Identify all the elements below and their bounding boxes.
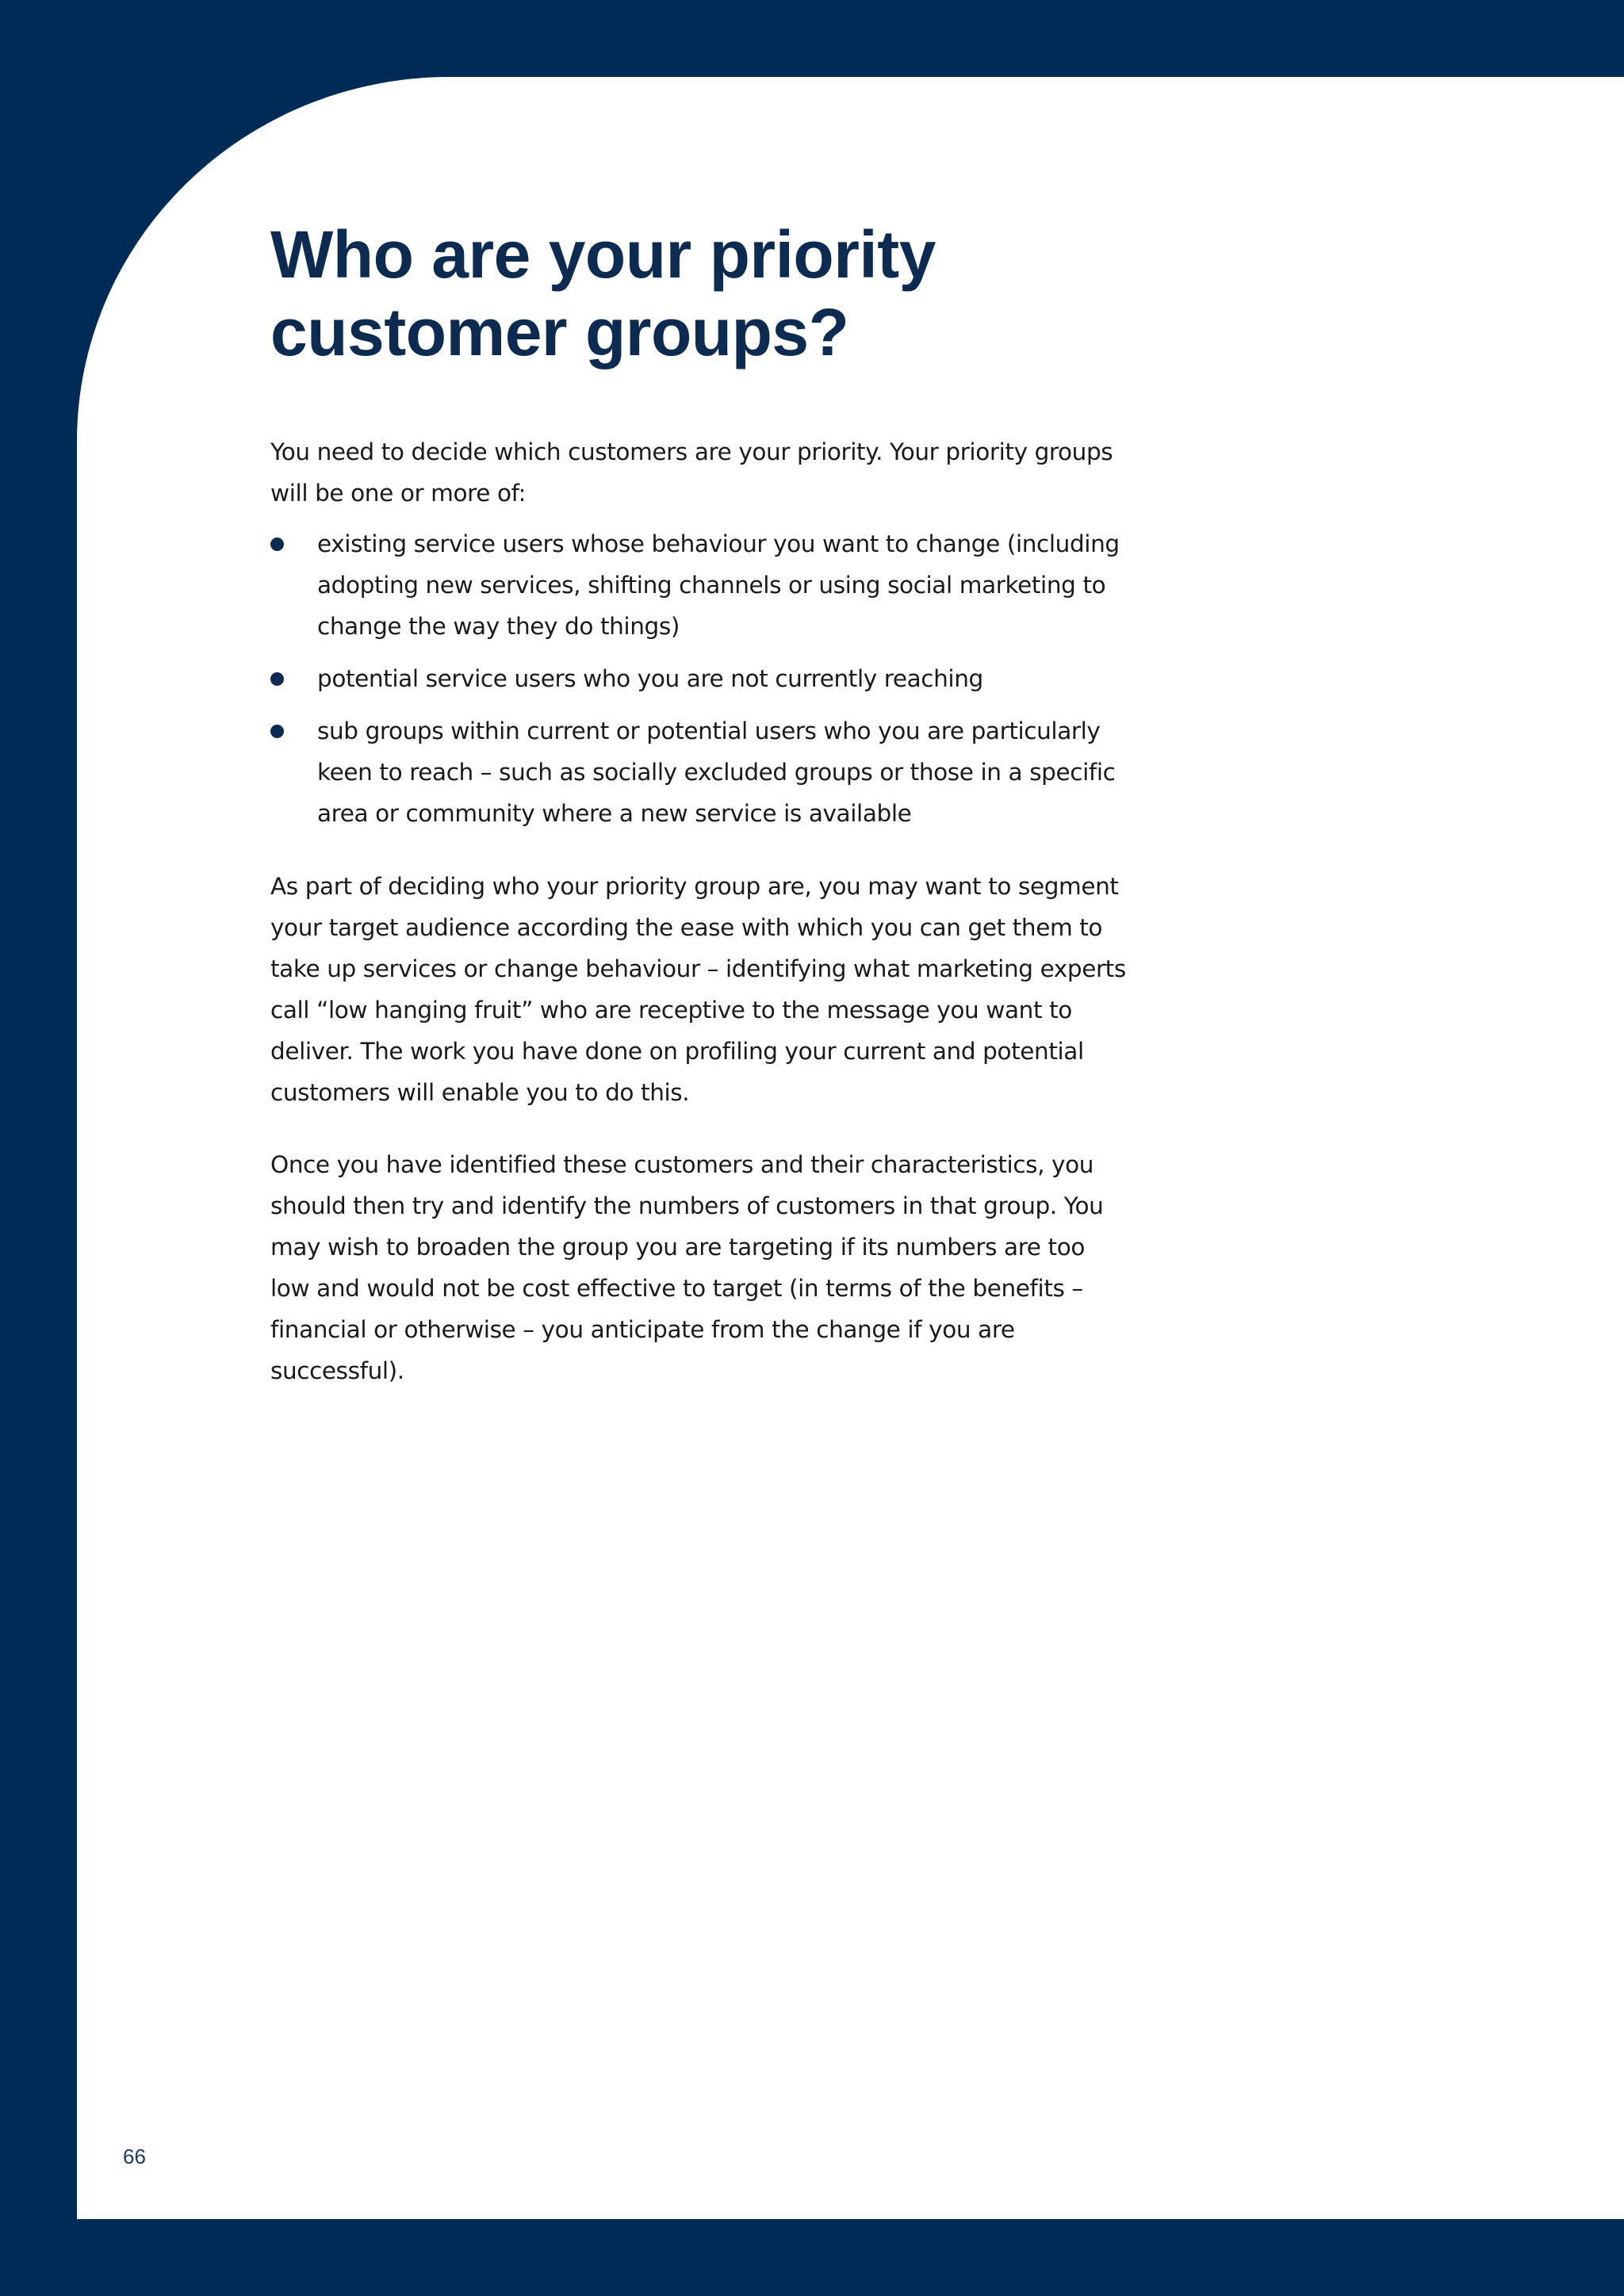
intro-paragraph: You need to decide which customers are your priority. Your priority groups will be one or more of:	[270, 438, 1113, 507]
priority-groups-list	[270, 523, 1127, 845]
bullet-icon	[270, 672, 284, 686]
list-item-text: sub groups within current or potential users who you are particularly keen to reach – such as socially excluded groups or those in a specific area or community where a new service is available	[317, 718, 1116, 827]
segmentation-paragraph: As part of deciding who your priority group are, you may want to segment your target audience according the ease with which you can get them to take up services or change behaviour – identifying what marketing experts call “low hanging fruit” who are receptive to the message you want to deliver. The work you have done on profiling your current and potential customers will enable you to do this.	[270, 873, 1126, 1106]
bullet-icon	[270, 725, 284, 738]
bullet-icon	[270, 538, 284, 551]
list-item	[270, 658, 1127, 699]
page-number: 66	[123, 2145, 146, 2168]
page-title	[270, 216, 1143, 371]
customer-numbers-paragraph: Once you have identified these customers and their characteristics, you should then try and identify the numbers of customers in that group. You may wish to broaden the group you are targeting if its numbers are too low and would not be cost effective to target (in terms of the benefits – financial or otherwise – you anticipate from the change if you are successful).	[270, 1151, 1104, 1384]
list-item-text: potential service users who you are not currently reaching	[317, 665, 983, 692]
list-item	[270, 710, 1127, 834]
list-item	[270, 523, 1127, 647]
list-item-text: existing service users whose behaviour you want to change (including adopting new services, shifting channels or using social marketing to change the way they do things)	[317, 530, 1120, 640]
page-title-line-2: customer groups?	[270, 295, 849, 369]
page-title-line-1: Who are your priority	[270, 217, 936, 292]
